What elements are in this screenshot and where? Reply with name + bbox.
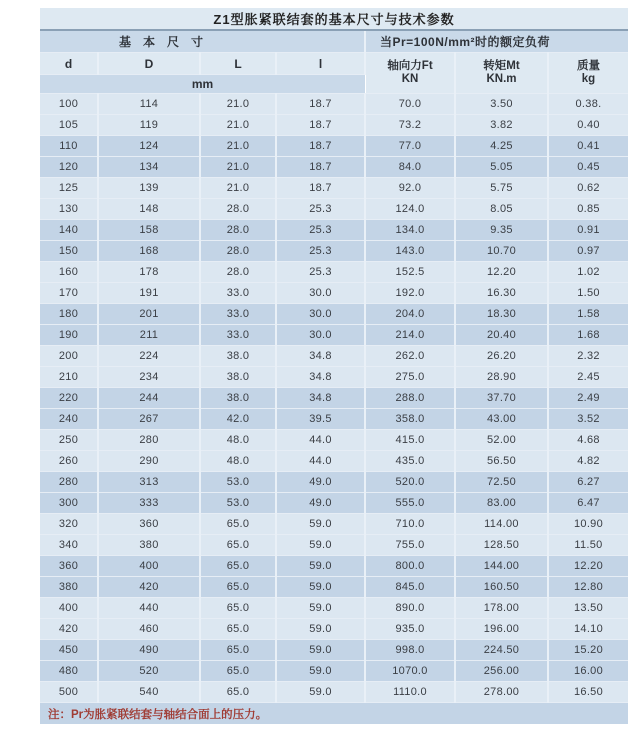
parameters-table <box>40 8 628 724</box>
cell-L: 33.0 <box>200 304 276 325</box>
cell-d: 240 <box>40 409 98 430</box>
table-row <box>40 325 628 346</box>
cell-d: 140 <box>40 220 98 241</box>
cell-d: 110 <box>40 136 98 157</box>
cell-l: 18.7 <box>276 178 365 199</box>
table-row <box>40 220 628 241</box>
cell-d: 380 <box>40 577 98 598</box>
cell-torque: 144.00 <box>455 556 548 577</box>
cell-axial-force: 998.0 <box>365 640 455 661</box>
cell-axial-force: 845.0 <box>365 577 455 598</box>
cell-L: 48.0 <box>200 451 276 472</box>
cell-mass: 12.20 <box>548 556 628 577</box>
cell-d: 340 <box>40 535 98 556</box>
cell-mass: 0.41 <box>548 136 628 157</box>
column-letters-row <box>40 53 628 75</box>
cell-axial-force: 262.0 <box>365 346 455 367</box>
cell-l: 30.0 <box>276 325 365 346</box>
cell-torque: 4.25 <box>455 136 548 157</box>
cell-torque: 72.50 <box>455 472 548 493</box>
cell-mass: 1.02 <box>548 262 628 283</box>
cell-d: 125 <box>40 178 98 199</box>
cell-axial-force: 152.5 <box>365 262 455 283</box>
cell-d: 400 <box>40 598 98 619</box>
cell-axial-force: 204.0 <box>365 304 455 325</box>
cell-L: 33.0 <box>200 325 276 346</box>
table-row <box>40 94 628 115</box>
cell-axial-force: 134.0 <box>365 220 455 241</box>
cell-torque: 224.50 <box>455 640 548 661</box>
cell-L: 53.0 <box>200 493 276 514</box>
cell-l: 34.8 <box>276 346 365 367</box>
cell-D: 400 <box>98 556 200 577</box>
cell-torque: 3.82 <box>455 115 548 136</box>
cell-d: 250 <box>40 430 98 451</box>
cell-d: 260 <box>40 451 98 472</box>
table-row <box>40 283 628 304</box>
cell-D: 440 <box>98 598 200 619</box>
cell-l: 59.0 <box>276 598 365 619</box>
cell-D: 114 <box>98 94 200 115</box>
group-header-row <box>40 30 628 53</box>
table-row <box>40 535 628 556</box>
cell-l: 44.0 <box>276 430 365 451</box>
cell-mass: 1.50 <box>548 283 628 304</box>
cell-torque: 56.50 <box>455 451 548 472</box>
table-row <box>40 661 628 682</box>
cell-L: 65.0 <box>200 682 276 703</box>
table-row <box>40 388 628 409</box>
cell-mass: 16.50 <box>548 682 628 703</box>
cell-D: 158 <box>98 220 200 241</box>
cell-L: 21.0 <box>200 157 276 178</box>
cell-torque: 5.75 <box>455 178 548 199</box>
cell-l: 49.0 <box>276 472 365 493</box>
cell-axial-force: 935.0 <box>365 619 455 640</box>
cell-l: 18.7 <box>276 157 365 178</box>
cell-L: 65.0 <box>200 619 276 640</box>
column-header-torque <box>455 53 548 94</box>
cell-d: 280 <box>40 472 98 493</box>
cell-mass: 0.85 <box>548 199 628 220</box>
cell-mass: 2.45 <box>548 367 628 388</box>
cell-L: 42.0 <box>200 409 276 430</box>
cell-axial-force: 710.0 <box>365 514 455 535</box>
cell-torque: 43.00 <box>455 409 548 430</box>
cell-torque: 160.50 <box>455 577 548 598</box>
cell-l: 59.0 <box>276 535 365 556</box>
cell-D: 360 <box>98 514 200 535</box>
cell-L: 65.0 <box>200 577 276 598</box>
table-title: Z1型胀紧联结套的基本尺寸与技术参数 <box>40 8 628 30</box>
table-row <box>40 304 628 325</box>
cell-l: 34.8 <box>276 367 365 388</box>
cell-D: 124 <box>98 136 200 157</box>
cell-l: 25.3 <box>276 241 365 262</box>
cell-l: 59.0 <box>276 556 365 577</box>
cell-D: 313 <box>98 472 200 493</box>
cell-L: 65.0 <box>200 661 276 682</box>
cell-l: 18.7 <box>276 136 365 157</box>
cell-axial-force: 755.0 <box>365 535 455 556</box>
cell-D: 540 <box>98 682 200 703</box>
table-row <box>40 157 628 178</box>
cell-mass: 6.27 <box>548 472 628 493</box>
axial-force-label: 轴向力Ft <box>387 59 433 72</box>
cell-D: 191 <box>98 283 200 304</box>
cell-torque: 52.00 <box>455 430 548 451</box>
cell-mass: 6.47 <box>548 493 628 514</box>
cell-L: 65.0 <box>200 514 276 535</box>
cell-D: 119 <box>98 115 200 136</box>
cell-d: 150 <box>40 241 98 262</box>
cell-d: 320 <box>40 514 98 535</box>
table-row <box>40 577 628 598</box>
cell-D: 134 <box>98 157 200 178</box>
cell-L: 21.0 <box>200 115 276 136</box>
cell-l: 25.3 <box>276 199 365 220</box>
cell-torque: 128.50 <box>455 535 548 556</box>
cell-L: 28.0 <box>200 241 276 262</box>
cell-d: 300 <box>40 493 98 514</box>
cell-L: 65.0 <box>200 556 276 577</box>
cell-l: 59.0 <box>276 577 365 598</box>
cell-L: 48.0 <box>200 430 276 451</box>
cell-D: 148 <box>98 199 200 220</box>
cell-torque: 8.05 <box>455 199 548 220</box>
cell-l: 25.3 <box>276 220 365 241</box>
cell-L: 53.0 <box>200 472 276 493</box>
cell-d: 160 <box>40 262 98 283</box>
cell-D: 460 <box>98 619 200 640</box>
cell-mass: 4.68 <box>548 430 628 451</box>
cell-D: 178 <box>98 262 200 283</box>
table-row <box>40 451 628 472</box>
cell-torque: 12.20 <box>455 262 548 283</box>
cell-D: 211 <box>98 325 200 346</box>
table-row <box>40 409 628 430</box>
cell-L: 65.0 <box>200 640 276 661</box>
torque-unit: KN.m <box>486 73 517 85</box>
cell-l: 18.7 <box>276 115 365 136</box>
cell-mass: 0.45 <box>548 157 628 178</box>
table-title-row <box>40 8 628 30</box>
cell-D: 290 <box>98 451 200 472</box>
cell-D: 380 <box>98 535 200 556</box>
cell-L: 28.0 <box>200 262 276 283</box>
table-row <box>40 136 628 157</box>
table-row <box>40 367 628 388</box>
cell-mass: 0.62 <box>548 178 628 199</box>
cell-mass: 13.50 <box>548 598 628 619</box>
basic-dimensions-header: 基本尺寸 <box>40 30 365 53</box>
cell-axial-force: 92.0 <box>365 178 455 199</box>
cell-D: 267 <box>98 409 200 430</box>
cell-d: 120 <box>40 157 98 178</box>
cell-l: 59.0 <box>276 661 365 682</box>
cell-d: 200 <box>40 346 98 367</box>
cell-axial-force: 435.0 <box>365 451 455 472</box>
cell-mass: 2.49 <box>548 388 628 409</box>
cell-torque: 3.50 <box>455 94 548 115</box>
cell-l: 59.0 <box>276 682 365 703</box>
cell-L: 38.0 <box>200 388 276 409</box>
cell-l: 30.0 <box>276 283 365 304</box>
cell-D: 333 <box>98 493 200 514</box>
table-row <box>40 262 628 283</box>
cell-D: 234 <box>98 367 200 388</box>
cell-l: 59.0 <box>276 640 365 661</box>
cell-mass: 1.68 <box>548 325 628 346</box>
cell-D: 168 <box>98 241 200 262</box>
cell-D: 139 <box>98 178 200 199</box>
cell-axial-force: 800.0 <box>365 556 455 577</box>
cell-mass: 1.58 <box>548 304 628 325</box>
cell-D: 244 <box>98 388 200 409</box>
cell-torque: 18.30 <box>455 304 548 325</box>
cell-axial-force: 890.0 <box>365 598 455 619</box>
table-row <box>40 682 628 703</box>
cell-torque: 37.70 <box>455 388 548 409</box>
cell-d: 190 <box>40 325 98 346</box>
cell-L: 21.0 <box>200 94 276 115</box>
table-row <box>40 598 628 619</box>
cell-L: 65.0 <box>200 598 276 619</box>
cell-l: 30.0 <box>276 304 365 325</box>
cell-D: 490 <box>98 640 200 661</box>
cell-d: 170 <box>40 283 98 304</box>
cell-torque: 26.20 <box>455 346 548 367</box>
cell-d: 100 <box>40 94 98 115</box>
cell-torque: 114.00 <box>455 514 548 535</box>
cell-l: 44.0 <box>276 451 365 472</box>
cell-d: 180 <box>40 304 98 325</box>
table-body <box>40 94 628 703</box>
cell-mass: 0.91 <box>548 220 628 241</box>
cell-mass: 0.40 <box>548 115 628 136</box>
cell-axial-force: 70.0 <box>365 94 455 115</box>
cell-L: 21.0 <box>200 178 276 199</box>
cell-torque: 16.30 <box>455 283 548 304</box>
cell-d: 420 <box>40 619 98 640</box>
cell-mass: 14.10 <box>548 619 628 640</box>
cell-torque: 178.00 <box>455 598 548 619</box>
cell-d: 360 <box>40 556 98 577</box>
cell-mass: 3.52 <box>548 409 628 430</box>
table-row <box>40 472 628 493</box>
cell-l: 25.3 <box>276 262 365 283</box>
cell-D: 201 <box>98 304 200 325</box>
table-row <box>40 493 628 514</box>
cell-axial-force: 77.0 <box>365 136 455 157</box>
table-row <box>40 178 628 199</box>
table-row <box>40 640 628 661</box>
cell-axial-force: 288.0 <box>365 388 455 409</box>
cell-torque: 9.35 <box>455 220 548 241</box>
cell-axial-force: 520.0 <box>365 472 455 493</box>
cell-torque: 5.05 <box>455 157 548 178</box>
column-header-d: d <box>40 53 98 75</box>
cell-L: 65.0 <box>200 535 276 556</box>
cell-L: 33.0 <box>200 283 276 304</box>
cell-d: 210 <box>40 367 98 388</box>
cell-d: 500 <box>40 682 98 703</box>
table-row <box>40 619 628 640</box>
cell-D: 224 <box>98 346 200 367</box>
cell-L: 21.0 <box>200 136 276 157</box>
cell-l: 34.8 <box>276 388 365 409</box>
cell-L: 28.0 <box>200 199 276 220</box>
column-header-mass <box>548 53 628 94</box>
column-header-axial-force <box>365 53 455 94</box>
table-row <box>40 199 628 220</box>
mass-unit: kg <box>581 73 596 85</box>
cell-l: 59.0 <box>276 619 365 640</box>
cell-L: 38.0 <box>200 346 276 367</box>
cell-mass: 12.80 <box>548 577 628 598</box>
cell-mass: 0.97 <box>548 241 628 262</box>
cell-D: 520 <box>98 661 200 682</box>
cell-axial-force: 555.0 <box>365 493 455 514</box>
table-row <box>40 556 628 577</box>
mass-label: 质量 <box>577 59 600 72</box>
footnote-text: 注：Pr为胀紧联结套与轴结合面上的压力。 <box>40 703 628 725</box>
cell-axial-force: 84.0 <box>365 157 455 178</box>
cell-D: 280 <box>98 430 200 451</box>
cell-d: 220 <box>40 388 98 409</box>
cell-axial-force: 73.2 <box>365 115 455 136</box>
cell-l: 39.5 <box>276 409 365 430</box>
table-row <box>40 514 628 535</box>
cell-torque: 20.40 <box>455 325 548 346</box>
table-row <box>40 115 628 136</box>
cell-axial-force: 214.0 <box>365 325 455 346</box>
cell-axial-force: 143.0 <box>365 241 455 262</box>
cell-axial-force: 275.0 <box>365 367 455 388</box>
cell-mass: 15.20 <box>548 640 628 661</box>
cell-d: 105 <box>40 115 98 136</box>
parameters-table-wrapper <box>40 8 628 724</box>
cell-D: 420 <box>98 577 200 598</box>
cell-mass: 2.32 <box>548 346 628 367</box>
cell-torque: 256.00 <box>455 661 548 682</box>
cell-axial-force: 1110.0 <box>365 682 455 703</box>
cell-axial-force: 1070.0 <box>365 661 455 682</box>
cell-mass: 0.38. <box>548 94 628 115</box>
cell-torque: 28.90 <box>455 367 548 388</box>
cell-axial-force: 192.0 <box>365 283 455 304</box>
table-row <box>40 241 628 262</box>
cell-l: 59.0 <box>276 514 365 535</box>
cell-d: 450 <box>40 640 98 661</box>
cell-d: 130 <box>40 199 98 220</box>
cell-axial-force: 415.0 <box>365 430 455 451</box>
footnote-row <box>40 703 628 725</box>
cell-mass: 4.82 <box>548 451 628 472</box>
cell-torque: 10.70 <box>455 241 548 262</box>
dimension-unit-mm: mm <box>40 75 365 94</box>
column-header-l: l <box>276 53 365 75</box>
table-row <box>40 430 628 451</box>
cell-torque: 196.00 <box>455 619 548 640</box>
rated-load-header: 当Pr=100N/mm²时的额定负荷 <box>365 30 628 53</box>
cell-axial-force: 358.0 <box>365 409 455 430</box>
cell-L: 38.0 <box>200 367 276 388</box>
axial-force-unit: KN <box>401 73 419 85</box>
cell-axial-force: 124.0 <box>365 199 455 220</box>
cell-mass: 11.50 <box>548 535 628 556</box>
cell-torque: 83.00 <box>455 493 548 514</box>
table-row <box>40 346 628 367</box>
cell-torque: 278.00 <box>455 682 548 703</box>
cell-d: 480 <box>40 661 98 682</box>
column-header-D: D <box>98 53 200 75</box>
cell-mass: 10.90 <box>548 514 628 535</box>
cell-l: 49.0 <box>276 493 365 514</box>
torque-label: 转矩Mt <box>483 59 520 72</box>
cell-l: 18.7 <box>276 94 365 115</box>
cell-mass: 16.00 <box>548 661 628 682</box>
cell-L: 28.0 <box>200 220 276 241</box>
column-header-L: L <box>200 53 276 75</box>
